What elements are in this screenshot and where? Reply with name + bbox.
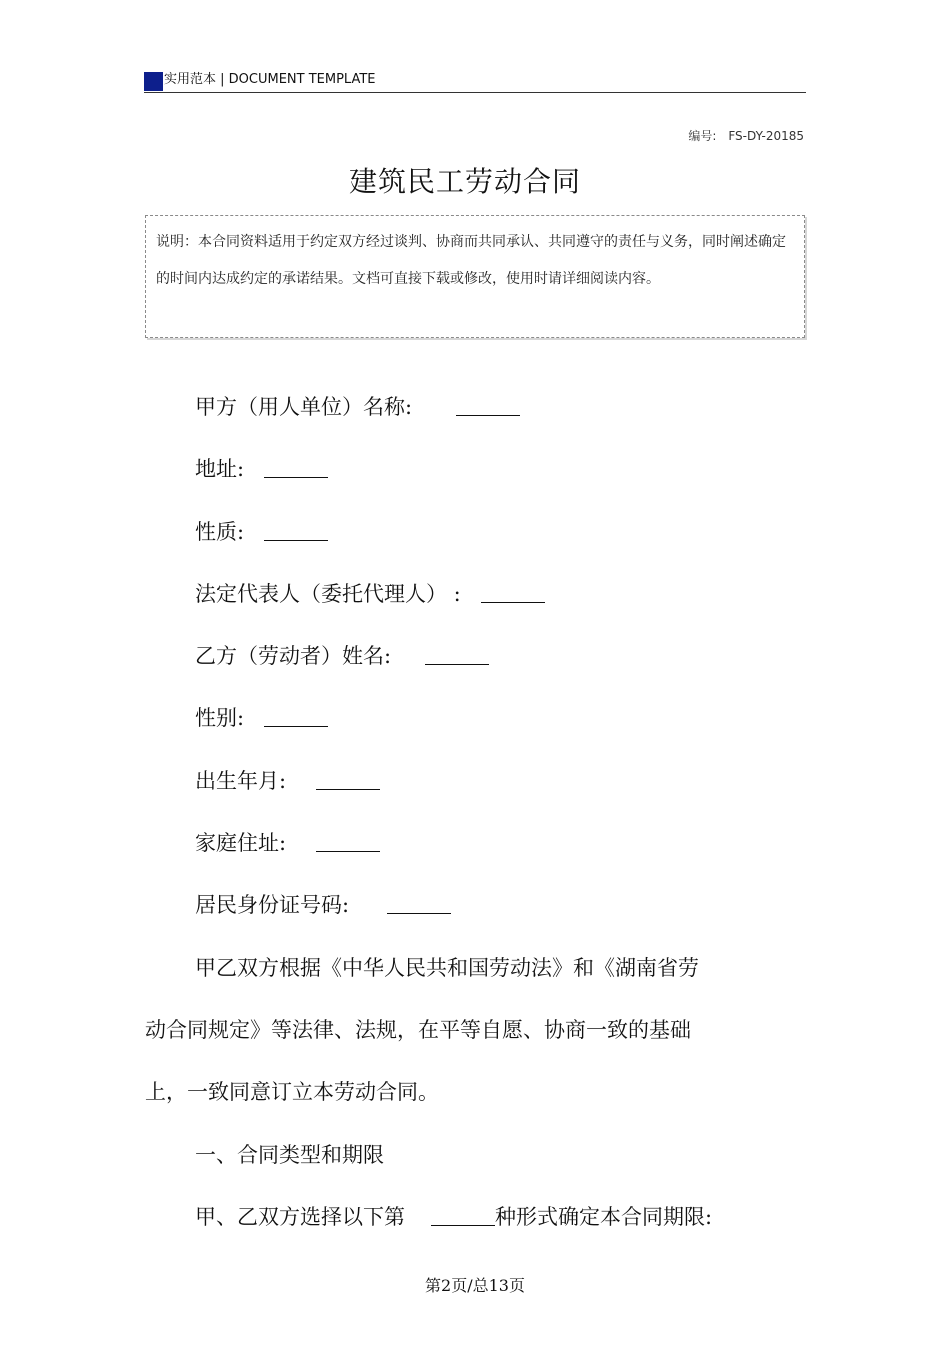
field-label: 居民身份证号码: [195,893,350,918]
fill-blank[interactable] [481,582,545,603]
field-label: 出生年月: [195,768,287,793]
document-number [688,127,804,144]
fill-blank[interactable] [316,831,380,852]
document-title: 建筑民工劳动合同 [348,165,581,198]
document-number-value: FS-DY-20185 [728,129,804,143]
fill-blank[interactable] [431,1205,495,1226]
field-label: 甲方（用人单位）名称: [195,395,413,419]
field-label: 法定代表人（委托代理人） : [195,581,461,606]
field-worker-name [145,625,745,687]
field-gender [145,687,745,749]
field-legal-representative [145,563,745,625]
fill-blank[interactable] [387,893,451,914]
term-selection-line [145,1186,745,1248]
term-text-before: 甲、乙双方选择以下第 [195,1204,405,1229]
field-id-number [145,874,745,936]
header-label: 实用范本 | DOCUMENT TEMPLATE [164,72,376,87]
field-address [145,438,745,500]
document-number-label: 编号: [688,129,717,143]
fill-blank[interactable] [264,520,328,541]
fill-blank[interactable] [425,644,489,665]
field-birth-date [145,750,745,812]
field-label: 家庭住址: [195,831,287,856]
paragraph-line: 上，一致同意订立本劳动合同。 [145,1080,439,1105]
field-label: 地址: [195,457,245,482]
field-label: 性别: [195,706,245,731]
field-label: 乙方（劳动者）姓名: [195,644,392,669]
fill-blank[interactable] [264,706,328,727]
field-nature [145,501,745,563]
contract-body [145,376,745,1248]
fill-blank[interactable] [456,395,520,416]
field-label: 性质: [195,519,245,544]
term-text-after: 种形式确定本合同期限: [495,1204,713,1229]
page-header [144,70,806,93]
fill-blank[interactable] [316,769,380,790]
section-heading: 一、合同类型和期限 [195,1142,384,1167]
template-logo-icon [144,72,163,91]
description-box: 说明：本合同资料适用于约定双方经过谈判、协商而共同承认、共同遵守的责任与义务，同时阐述确定的时间内达成约定的承诺结果。文档可直接下载或修改，使用时请详细阅读内容。 [145,215,805,338]
page-number: 第2页/总13页 [425,1276,525,1295]
paragraph-line: 甲乙双方根据《中华人民共和国劳动法》和《湖南省劳 [195,955,699,980]
field-employer-name [145,376,745,438]
field-home-address [145,812,745,874]
fill-blank[interactable] [264,457,328,478]
paragraph-line: 动合同规定》等法律、法规，在平等自愿、协商一致的基础 [145,1017,691,1042]
